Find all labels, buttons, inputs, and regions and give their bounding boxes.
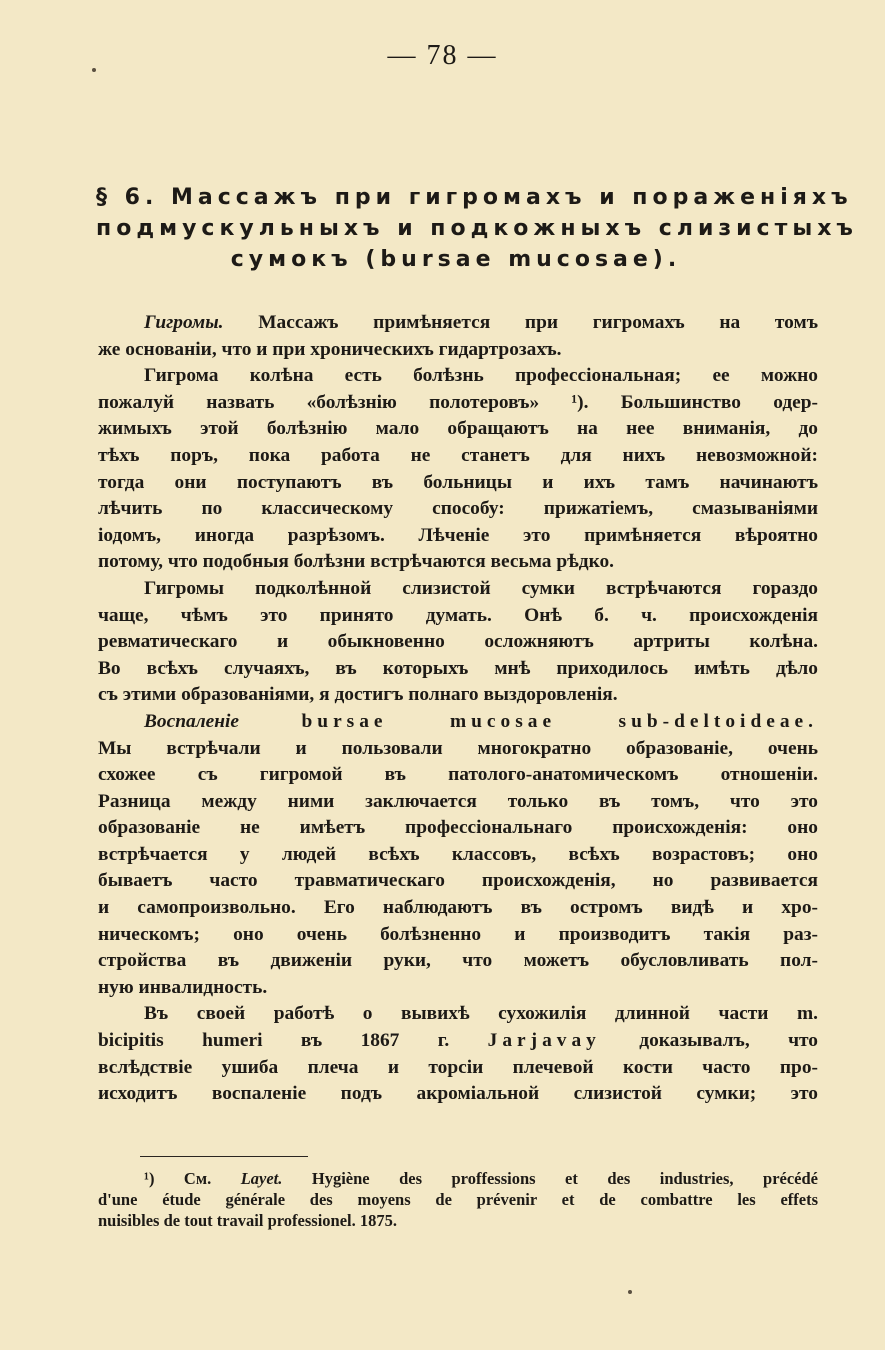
text-line: іодомъ, иногда разрѣзомъ. Лѣченіе это примѣняется вѣроятно xyxy=(98,524,818,546)
text-line: схожее съ гигромой въ патолого-анатомическомъ отношеніи. xyxy=(98,764,818,786)
text-line: стройства въ движеніи руки, что можетъ обусловливать пол- xyxy=(98,950,818,972)
footnote-divider xyxy=(140,1156,308,1157)
heading-line: § 6. Массажъ при гигромахъ и пораженіяхъ xyxy=(96,185,853,210)
page-number: — 78 — xyxy=(387,40,498,71)
text-line: тогда они поступаютъ въ больницы и ихъ тамъ начинаютъ xyxy=(98,471,818,493)
text-line: ревматическаго и обыкновенно осложняютъ артриты колѣна. xyxy=(98,631,818,653)
text-line: образованіе не имѣетъ профессіональнаго происхожденія: оно xyxy=(98,817,818,839)
footnote xyxy=(98,1168,818,1231)
text-line: лѣчить по классическому способу: прижатіемъ, смазываніями xyxy=(98,498,818,520)
text-line: встрѣчается у людей всѣхъ классовъ, всѣхъ возрастовъ; оно xyxy=(98,843,818,865)
text-line: Мы встрѣчали и пользовали многократно образованіе, очень xyxy=(98,737,818,759)
text-line: ническомъ; оно очень болѣзненно и производитъ такія раз- xyxy=(98,923,818,945)
text-line: Гигромы подколѣнной слизистой сумки встрѣчаются гораздо xyxy=(144,577,818,599)
text-line: тѣхъ поръ, пока работа не станетъ для нихъ невозможной: xyxy=(98,444,818,466)
paragraph-lead: Гигромы. xyxy=(144,312,224,333)
text-line: Гигрома колѣна есть болѣзнь профессіональная; ее можно xyxy=(144,365,818,387)
text-line: bicipitis humeri въ 1867 г. Jarjavay доказывалъ, что xyxy=(98,1030,818,1052)
paragraph-lead: Воспаленіе xyxy=(144,710,240,732)
text-line: пожалуй назвать «болѣзнію полотеровъ» ¹). Большинство одер- xyxy=(98,391,818,413)
footnote-line: ¹) См. Layet. Hygiène des proffessions et des industries, précédé xyxy=(144,1169,818,1188)
text-line: ную инвалидность. xyxy=(98,976,268,998)
text-line: Во всѣхъ случаяхъ, въ которыхъ мнѣ приходилось имѣть дѣло xyxy=(98,657,818,679)
text-line: потому, что подобныя болѣзни встрѣчаются весьма рѣдко. xyxy=(98,551,615,573)
text-line: чаще, чѣмъ это принято думать. Онѣ б. ч. происхожденія xyxy=(98,604,818,626)
latin-term: bursae mucosae sub-deltoideae. xyxy=(239,710,818,732)
author-name: Jarjavay xyxy=(487,1030,601,1052)
text-line: исходитъ воспаленіе подъ акроміальной слизистой сумки; это xyxy=(98,1083,818,1105)
footnote-line: nuisibles de tout travail professionel. 1875. xyxy=(98,1211,398,1230)
text-line: съ этими образованіями, я достигъ полнаго выздоровленія. xyxy=(98,684,618,706)
footnote-line: d'une étude générale des moyens de prévenir et de combattre les effets xyxy=(98,1190,818,1209)
text-line: и самопроизвольно. Его наблюдаютъ въ остромъ видѣ и хро- xyxy=(98,897,818,919)
text-line: Въ своей работѣ о вывихѣ сухожилія длинной части m. xyxy=(144,1003,818,1025)
text-line xyxy=(98,709,818,736)
text-line: жимыхъ этой болѣзнію мало обращаютъ на нее вниманія, до xyxy=(98,418,818,440)
footnote-author: Layet. xyxy=(211,1169,283,1188)
page-speck xyxy=(628,1290,632,1294)
heading-line: сумокъ (bursae mucosae). xyxy=(230,247,682,272)
text-line: вслѣдствіе ушиба плеча и торсіи плечевой кости часто про- xyxy=(98,1056,818,1078)
body-text xyxy=(98,310,818,1108)
text-line: же основаніи, что и при хроническихъ гидартрозахъ. xyxy=(98,338,562,360)
section-heading xyxy=(96,182,858,275)
text-line: Разница между ними заключается только въ томъ, что это xyxy=(98,790,818,812)
footnote-marker: ¹) См. xyxy=(144,1169,212,1188)
heading-line: подмускульныхъ и подкожныхъ слизистыхъ xyxy=(96,216,858,241)
text-line: бываетъ часто травматическаго происхожденія, но развивается xyxy=(98,870,818,892)
text-line: Гигромы. Массажъ примѣняется при гигромахъ на томъ xyxy=(144,312,818,333)
